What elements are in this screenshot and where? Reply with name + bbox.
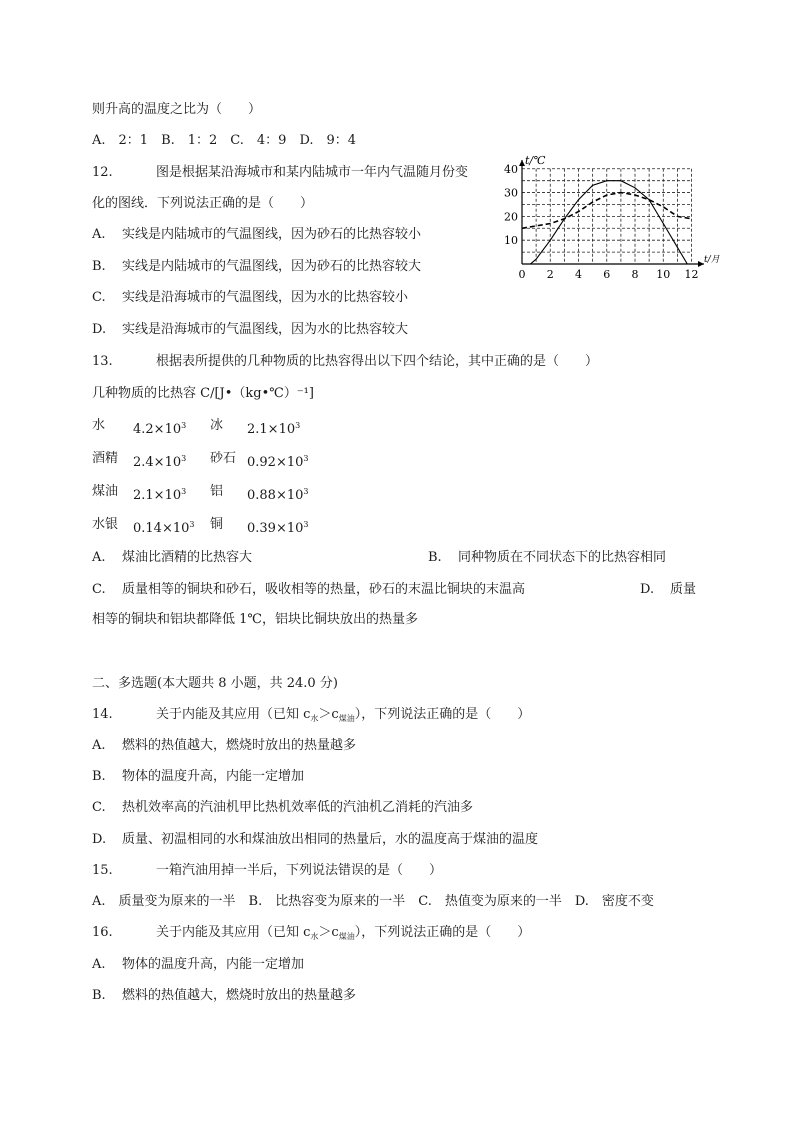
q12-option-b — [92, 257, 421, 277]
q12-a-text: 实线是内陆城市的气温图线，因为砂石的比热容较小 — [122, 227, 422, 242]
specific-heat-value: $0.14\times 10^3$ — [133, 520, 195, 536]
q14-b-text: 物体的温度升高，内能一定增加 — [122, 769, 305, 784]
q16-a-label: A. — [92, 957, 106, 972]
q14-sub-kerosene: 煤油 — [338, 714, 355, 723]
q13-option-d-start — [640, 580, 696, 600]
q13-d-label: D. — [640, 582, 655, 597]
temperature-chart — [500, 152, 720, 288]
substance-name: 冰 — [210, 418, 224, 433]
specific-heat-value: $2.1\times 10^3$ — [247, 421, 301, 437]
q12-stem-line2: 化的图线．下列说法正确的是（ ） — [92, 196, 314, 211]
q13-number: 13. — [92, 354, 113, 369]
q16-sub-kerosene: 煤油 — [338, 932, 355, 941]
q12-c-label: C. — [92, 290, 106, 305]
q14-option-d — [92, 830, 538, 850]
specific-heat-value: $0.39\times 10^3$ — [247, 520, 309, 536]
q16-option-b — [92, 986, 356, 1006]
q13-c-text: 质量相等的铜块和砂石，吸收相等的热量，砂石的末温比铜块的末温高 — [122, 582, 526, 597]
q12-number: 12. — [92, 165, 113, 180]
q16-stem-b: ＞c — [318, 925, 339, 940]
q13-a-text: 煤油比酒精的比热容大 — [122, 550, 253, 565]
q12-b-label: B. — [92, 259, 106, 274]
y-tick-label: 30 — [504, 186, 518, 200]
specific-heat-value: $2.4\times 10^3$ — [133, 454, 187, 470]
substance-name: 煤油 — [92, 484, 119, 499]
substance-name: 水银 — [92, 517, 119, 532]
x-tick-label: 0 — [518, 268, 526, 281]
q14-b-label: B. — [92, 769, 106, 784]
q11-options: A. 2：1 B. 1：2 C. 4：9 D. 9：4 — [92, 133, 357, 148]
q13-option-c — [92, 580, 525, 600]
q13-c-label: C. — [92, 582, 106, 597]
x-tick-label: 2 — [546, 268, 554, 281]
q13-option-a — [92, 548, 252, 568]
y-axis-label: t/℃ — [525, 154, 546, 167]
q16-b-label: B. — [92, 988, 106, 1003]
q16-stem-a: 关于内能及其应用（已知 c — [156, 925, 311, 940]
q14-a-text: 燃料的热值越大，燃烧时放出的热量越多 — [122, 738, 357, 753]
q16-b-text: 燃料的热值越大，燃烧时放出的热量越多 — [122, 988, 357, 1003]
q15-number: 15. — [92, 863, 113, 878]
q13-option-b — [428, 548, 666, 568]
q14-d-text: 质量、初温相同的水和煤油放出相同的热量后，水的温度高于煤油的温度 — [122, 832, 539, 847]
substance-name: 铝 — [210, 484, 224, 499]
q14-stem-b: ＞c — [318, 707, 339, 722]
q14-option-b — [92, 767, 304, 787]
substance-name: 水 — [92, 418, 106, 433]
q16-number: 16. — [92, 925, 113, 940]
q12-c-text: 实线是沿海城市的气温图线，因为水的比热容较小 — [122, 290, 409, 305]
q13-table-title: 几种物质的比热容 C/[J•（kg•℃）⁻¹] — [92, 386, 314, 401]
q14-a-label: A. — [92, 738, 106, 753]
q15-stem-text: 一箱汽油用掉一半后，下列说法错误的是（ ） — [156, 863, 443, 878]
y-tick-label: 40 — [504, 162, 518, 176]
x-tick-label: 10 — [656, 268, 671, 281]
specific-heat-value: $0.92\times 10^3$ — [247, 454, 309, 470]
q13-b-label: B. — [428, 550, 442, 565]
q14-option-c — [92, 798, 473, 818]
q12-stem-line1 — [92, 163, 468, 183]
q12-option-c — [92, 288, 408, 308]
q14-c-text: 热机效率高的汽油机甲比热机效率低的汽油机乙消耗的汽油多 — [122, 800, 474, 815]
substance-name: 酒精 — [92, 451, 119, 466]
q13-stem-text: 根据表所提供的几种物质的比热容得出以下四个结论，其中正确的是（ ） — [156, 354, 599, 369]
q16-option-a — [92, 955, 304, 975]
q14-d-label: D. — [92, 832, 107, 847]
q11-stem: 则升高的温度之比为（ ） — [92, 102, 262, 117]
q13-option-d-cont: 相等的铜块和铝块都降低 1℃，铝块比铜块放出的热量多 — [92, 612, 418, 627]
y-tick-label: 10 — [504, 234, 518, 248]
q15-stem — [92, 861, 442, 881]
specific-heat-value: $2.1\times 10^3$ — [133, 487, 187, 503]
substance-name: 铜 — [210, 517, 224, 532]
q13-b-text: 同种物质在不同状态下的比热容相同 — [458, 550, 667, 565]
q14-sub-water: 水 — [310, 714, 319, 723]
x-tick-label: 8 — [631, 268, 639, 281]
q12-b-text: 实线是内陆城市的气温图线，因为砂石的比热容较大 — [122, 259, 422, 274]
specific-heat-value: $0.88\times 10^3$ — [247, 487, 309, 503]
q14-number: 14. — [92, 707, 113, 722]
x-tick-label: 4 — [575, 268, 583, 281]
q12-a-label: A. — [92, 227, 106, 242]
q12-stem-text1: 图是根据某沿海城市和某内陆城市一年内气温随月份变 — [156, 165, 469, 180]
x-tick-label: 12 — [684, 268, 699, 281]
substance-name: 砂石 — [210, 451, 237, 466]
q12-option-d — [92, 320, 408, 340]
q14-stem-a: 关于内能及其应用（已知 c — [156, 707, 311, 722]
q14-c-label: C. — [92, 800, 106, 815]
y-tick-label: 20 — [504, 210, 518, 224]
q14-stem-c: ），下列说法正确的是（ ） — [354, 707, 531, 722]
q12-d-text: 实线是沿海城市的气温图线，因为水的比热容较大 — [122, 322, 409, 337]
q12-option-a — [92, 225, 421, 245]
q14-stem — [92, 705, 530, 729]
q12-d-label: D. — [92, 322, 107, 337]
q16-stem-c: ），下列说法正确的是（ ） — [354, 925, 531, 940]
q16-sub-water: 水 — [310, 932, 319, 941]
q16-a-text: 物体的温度升高，内能一定增加 — [122, 957, 305, 972]
q13-stem — [92, 352, 598, 372]
q14-option-a — [92, 736, 356, 756]
q13-a-label: A. — [92, 550, 106, 565]
q15-options: A. 质量变为原来的一半 B. 比热容变为原来的一半 C. 热值变为原来的一半 D. 密度不变 — [92, 894, 654, 909]
x-axis-label: t/月 — [704, 255, 720, 265]
specific-heat-value: $4.2\times 10^3$ — [133, 421, 187, 437]
section-title: 二、多选题(本大题共 8 小题，共 24.0 分) — [92, 676, 338, 691]
q16-stem — [92, 923, 530, 947]
x-tick-label: 6 — [603, 268, 611, 281]
q13-d-text1: 质量 — [670, 582, 697, 597]
